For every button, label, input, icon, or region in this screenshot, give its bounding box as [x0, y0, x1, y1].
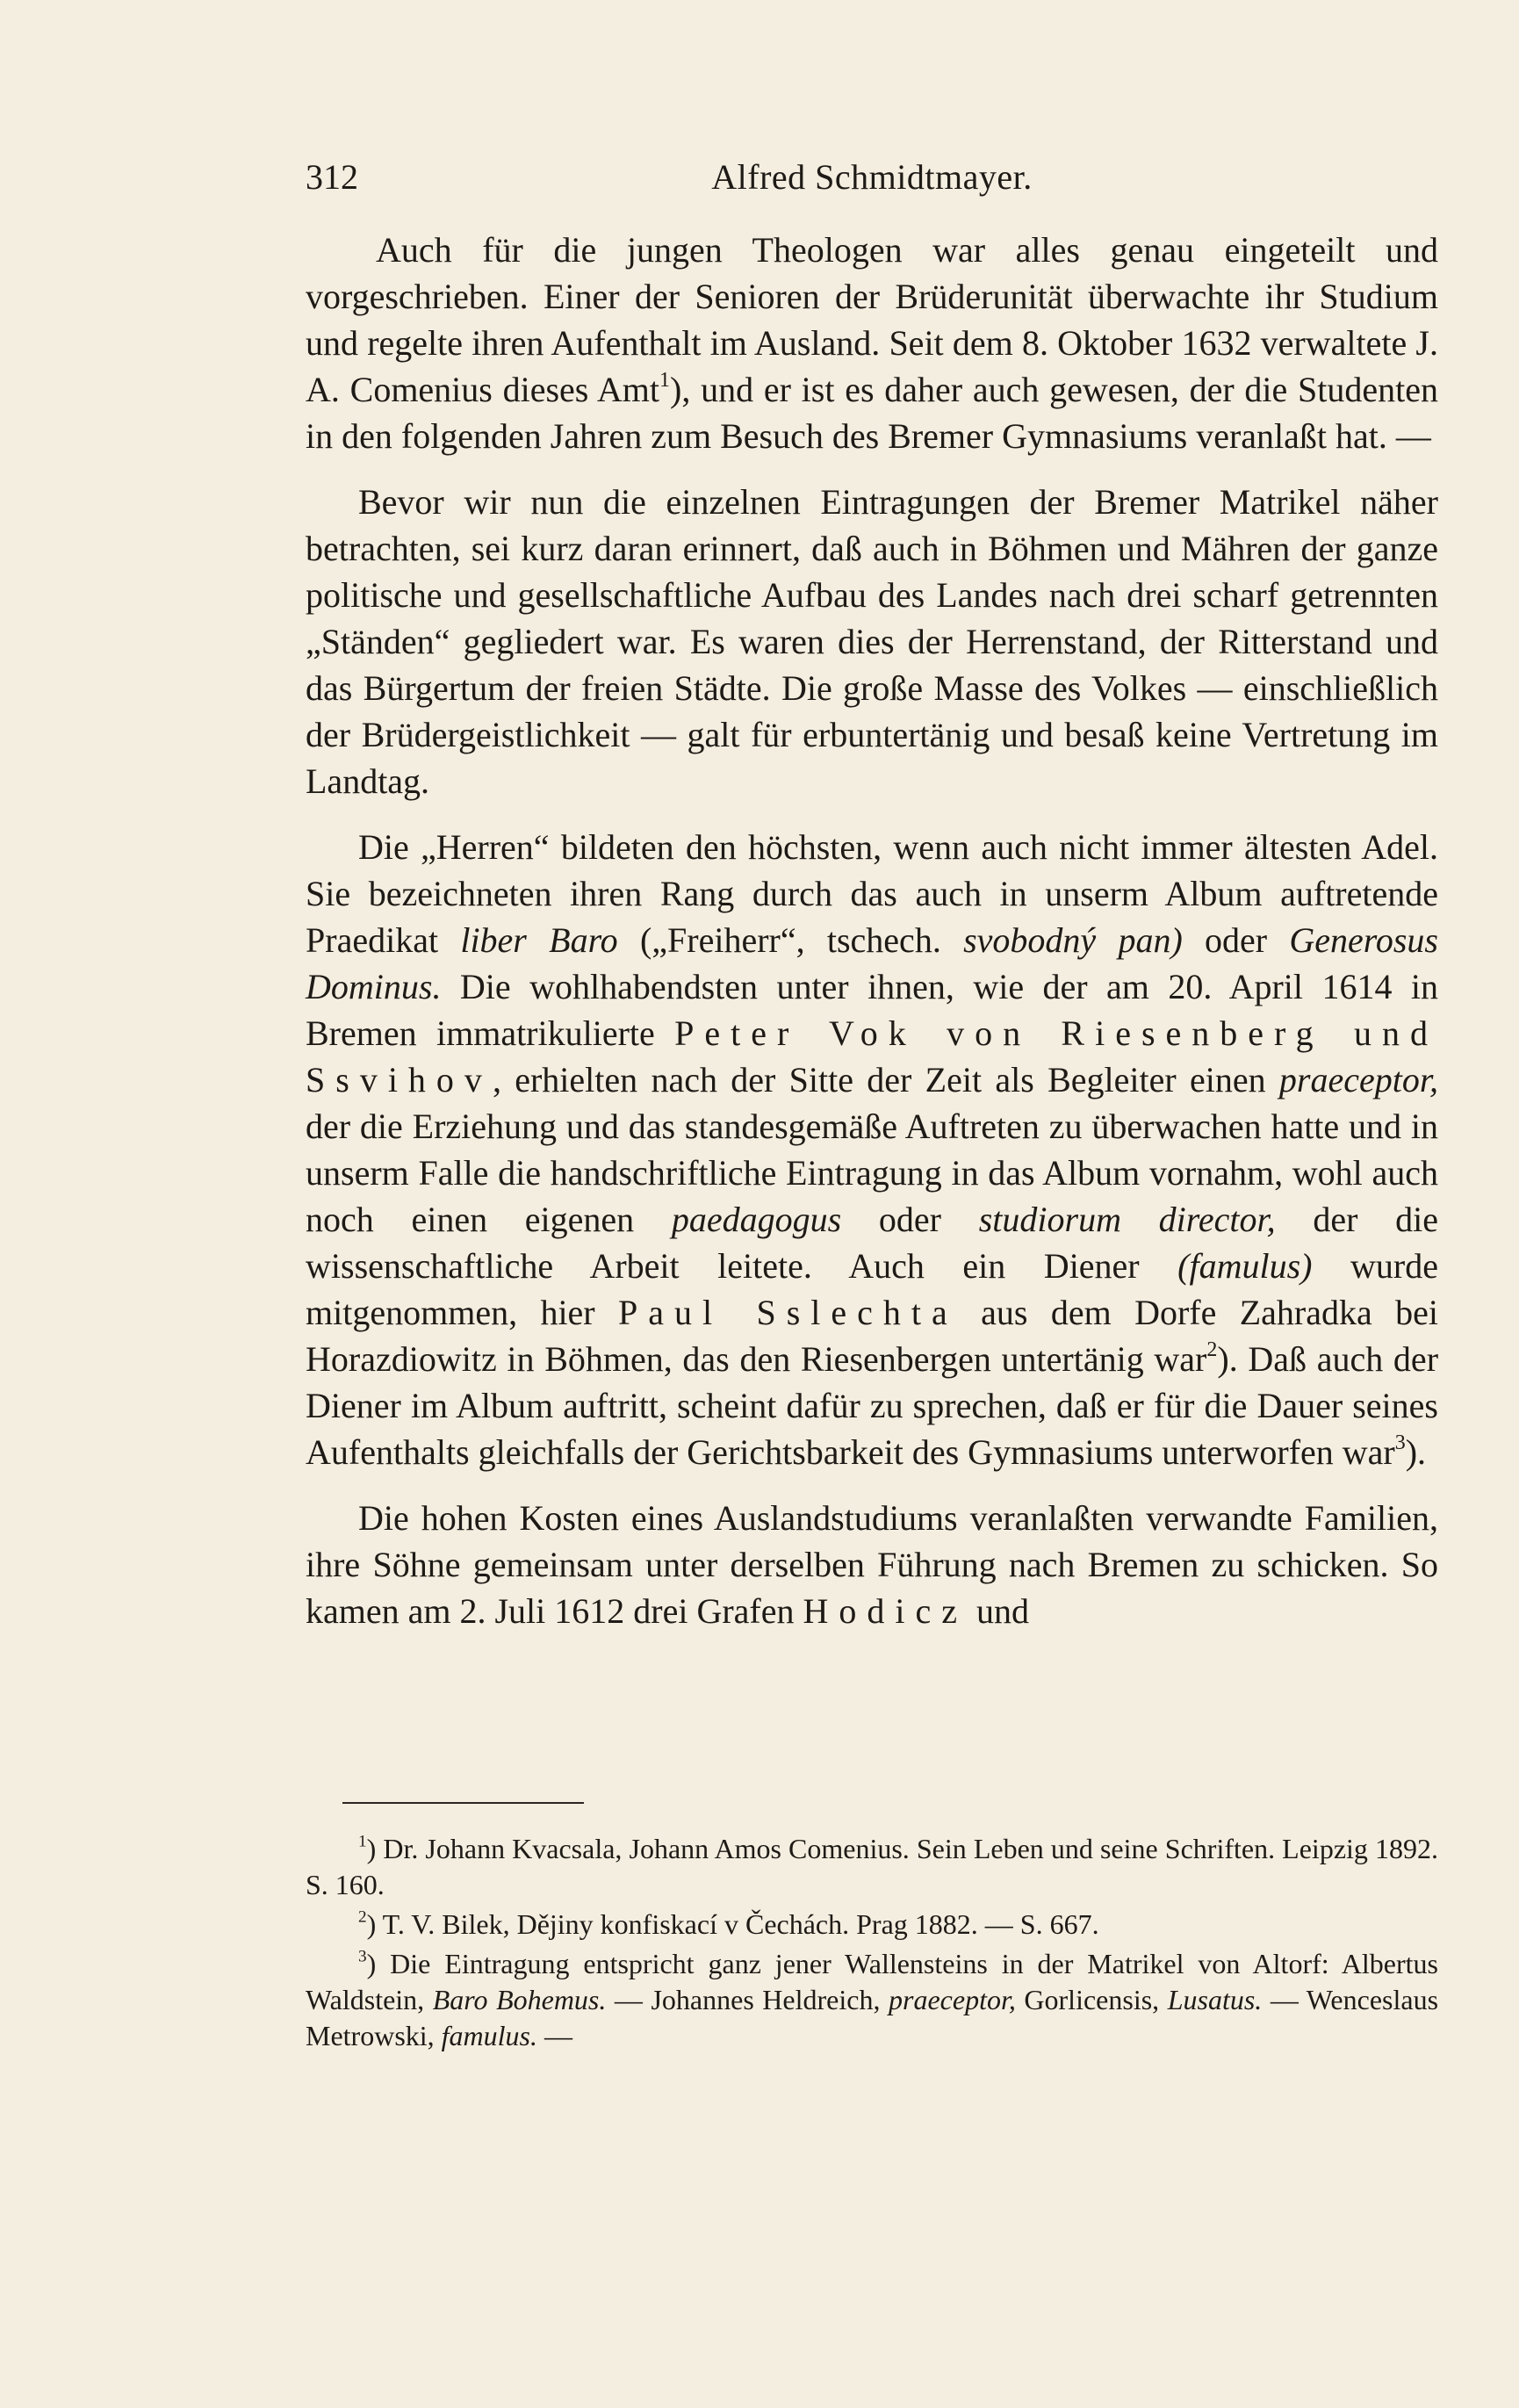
latin-term: liber Baro: [460, 920, 618, 960]
text-run: oder: [841, 1200, 979, 1239]
text-run: der die wissenschaftliche Arbeit leitete. Auch ein Diener: [306, 1200, 1438, 1286]
paragraph: [306, 227, 1438, 459]
footnote-marker: 1: [358, 1832, 367, 1851]
footnote: [306, 1907, 1438, 1943]
text-run: und: [968, 1591, 1030, 1631]
latin-term: svobodný pan): [963, 920, 1183, 960]
latin-term: Generosus Dominus.: [306, 920, 1438, 1006]
footnotes: [306, 1831, 1438, 2058]
page-header: [306, 156, 1438, 209]
text-run: Gorlicensis,: [1015, 1984, 1168, 2015]
paragraph: [306, 824, 1438, 1475]
latin-term: Lusatus.: [1167, 1984, 1263, 2015]
footnote-ref: 3: [1394, 1431, 1406, 1455]
footnote-ref: 1: [659, 369, 671, 393]
page-number: 312: [306, 157, 358, 197]
person-name: Paul Sslechta: [618, 1293, 958, 1332]
latin-term: praeceptor,: [889, 1984, 1016, 2015]
text-run: ) Die Eintragung entspricht ganz jener Wallensteins in der Matrikel von Altorf: Albertus Waldstein,: [306, 1948, 1438, 2015]
running-head: Alfred Schmidtmayer.: [711, 157, 1033, 197]
text-run: oder: [1182, 920, 1290, 960]
text-run: , erhielten nach der Sitte der Zeit als Begleiter einen: [492, 1060, 1279, 1099]
text-run: Die „Herren“ bildeten den höchsten, wenn auch nicht immer ältesten Adel. Sie bezeichneten ihren Rang durch das auch in unserm Album auftretende Praedikat: [306, 827, 1438, 960]
footnote: [306, 1946, 1438, 2054]
latin-term: praeceptor,: [1278, 1060, 1438, 1099]
text-run: Die wohlhabendsten unter ihnen, wie der am 20. April 1614 in Bremen immatrikulierte: [306, 967, 1438, 1053]
footnote-divider: [342, 1802, 584, 1804]
text-run: ).: [1405, 1432, 1427, 1472]
latin-term: famulus.: [441, 2020, 537, 2051]
paragraph: [306, 1495, 1438, 1634]
latin-term: Baro Bohemus.: [432, 1984, 607, 2015]
text-run: der die Erziehung und das standesgemäße Auftreten zu überwachen hatte und in unserm Falle die handschriftliche Eintragung in das Album vornahm, wohl auch noch einen eigenen: [306, 1107, 1438, 1239]
text-run: — Wenceslaus Metrowski,: [306, 1984, 1439, 2051]
footnote-marker: 3: [358, 1947, 367, 1966]
footnote: [306, 1831, 1438, 1903]
text-run: („Freiherr“, tschech.: [617, 920, 964, 960]
text-run: — Johannes Heldreich,: [606, 1984, 889, 2015]
text-run: aus dem Dorfe Zahradka bei Horazdiowitz in Böhmen, das den Riesenbergen untertänig war: [306, 1293, 1438, 1379]
text-run: wurde mitgenommen, hier: [306, 1246, 1438, 1332]
latin-term: (famulus): [1177, 1246, 1313, 1286]
person-name: Hodicz: [803, 1591, 968, 1631]
text-run: Bevor wir nun die einzelnen Eintragungen der Bremer Matrikel näher betrachten, sei kurz daran erinnert, daß auch in Böhmen und Mähren der ganze politische und gesellschaftliche Aufbau des Landes nach drei scharf getrennten „Ständen“ gegliedert war. Es waren dies der Herrenstand, der Ritterstand und das Bürgertum der freien Städte. Die große Masse des Volkes — einschließlich der Brüdergeistlichkeit — galt für erbuntertänig und besaß keine Vertretung im Landtag.: [306, 482, 1438, 801]
person-name: Peter Vok von Riesenberg und Ssvihov: [306, 1013, 1438, 1099]
text-run: Die hohen Kosten eines Auslandstudiums veranlaßten verwandte Familien, ihre Söhne gemeinsam unter derselben Führung nach Bremen zu schicken. So kamen am 2. Juli 1612 drei Grafen: [306, 1498, 1438, 1631]
footnote-marker: 2: [358, 1907, 367, 1927]
body-text: [306, 227, 1438, 1654]
footnote-ref: 2: [1206, 1338, 1218, 1362]
text-run: ) T. V. Bilek, Dějiny konfiskací v Čechách. Prag 1882. — S. 667.: [366, 1908, 1099, 1940]
paragraph: [306, 479, 1438, 804]
text-run: Auch für die jungen Theologen war alles genau eingeteilt und vorgeschrieben. Einer der Senioren der Brüderunität überwachte ihr Studium und regelte ihren Aufenthalt im Ausland. Seit dem 8. Oktober 1632 verwaltete J. A. Comenius dieses Amt: [306, 230, 1438, 409]
text-run: ) Dr. Johann Kvacsala, Johann Amos Comenius. Sein Leben und seine Schriften. Leipzig 1892. S. 160.: [306, 1833, 1438, 1900]
text-run: ). Daß auch der Diener im Album auftritt, scheint dafür zu sprechen, daß er für die Dauer seines Aufenthalts gleichfalls der Gerichtsbarkeit des Gymnasiums unterworfen war: [306, 1339, 1439, 1472]
latin-term: paedagogus: [671, 1200, 842, 1239]
text-run: ), und er ist es daher auch gewesen, der die Studenten in den folgenden Jahren zum Besuch des Bremer Gymnasiums veranlaßt hat. —: [306, 370, 1438, 456]
latin-term: studiorum director,: [978, 1200, 1276, 1239]
text-run: —: [537, 2020, 572, 2051]
